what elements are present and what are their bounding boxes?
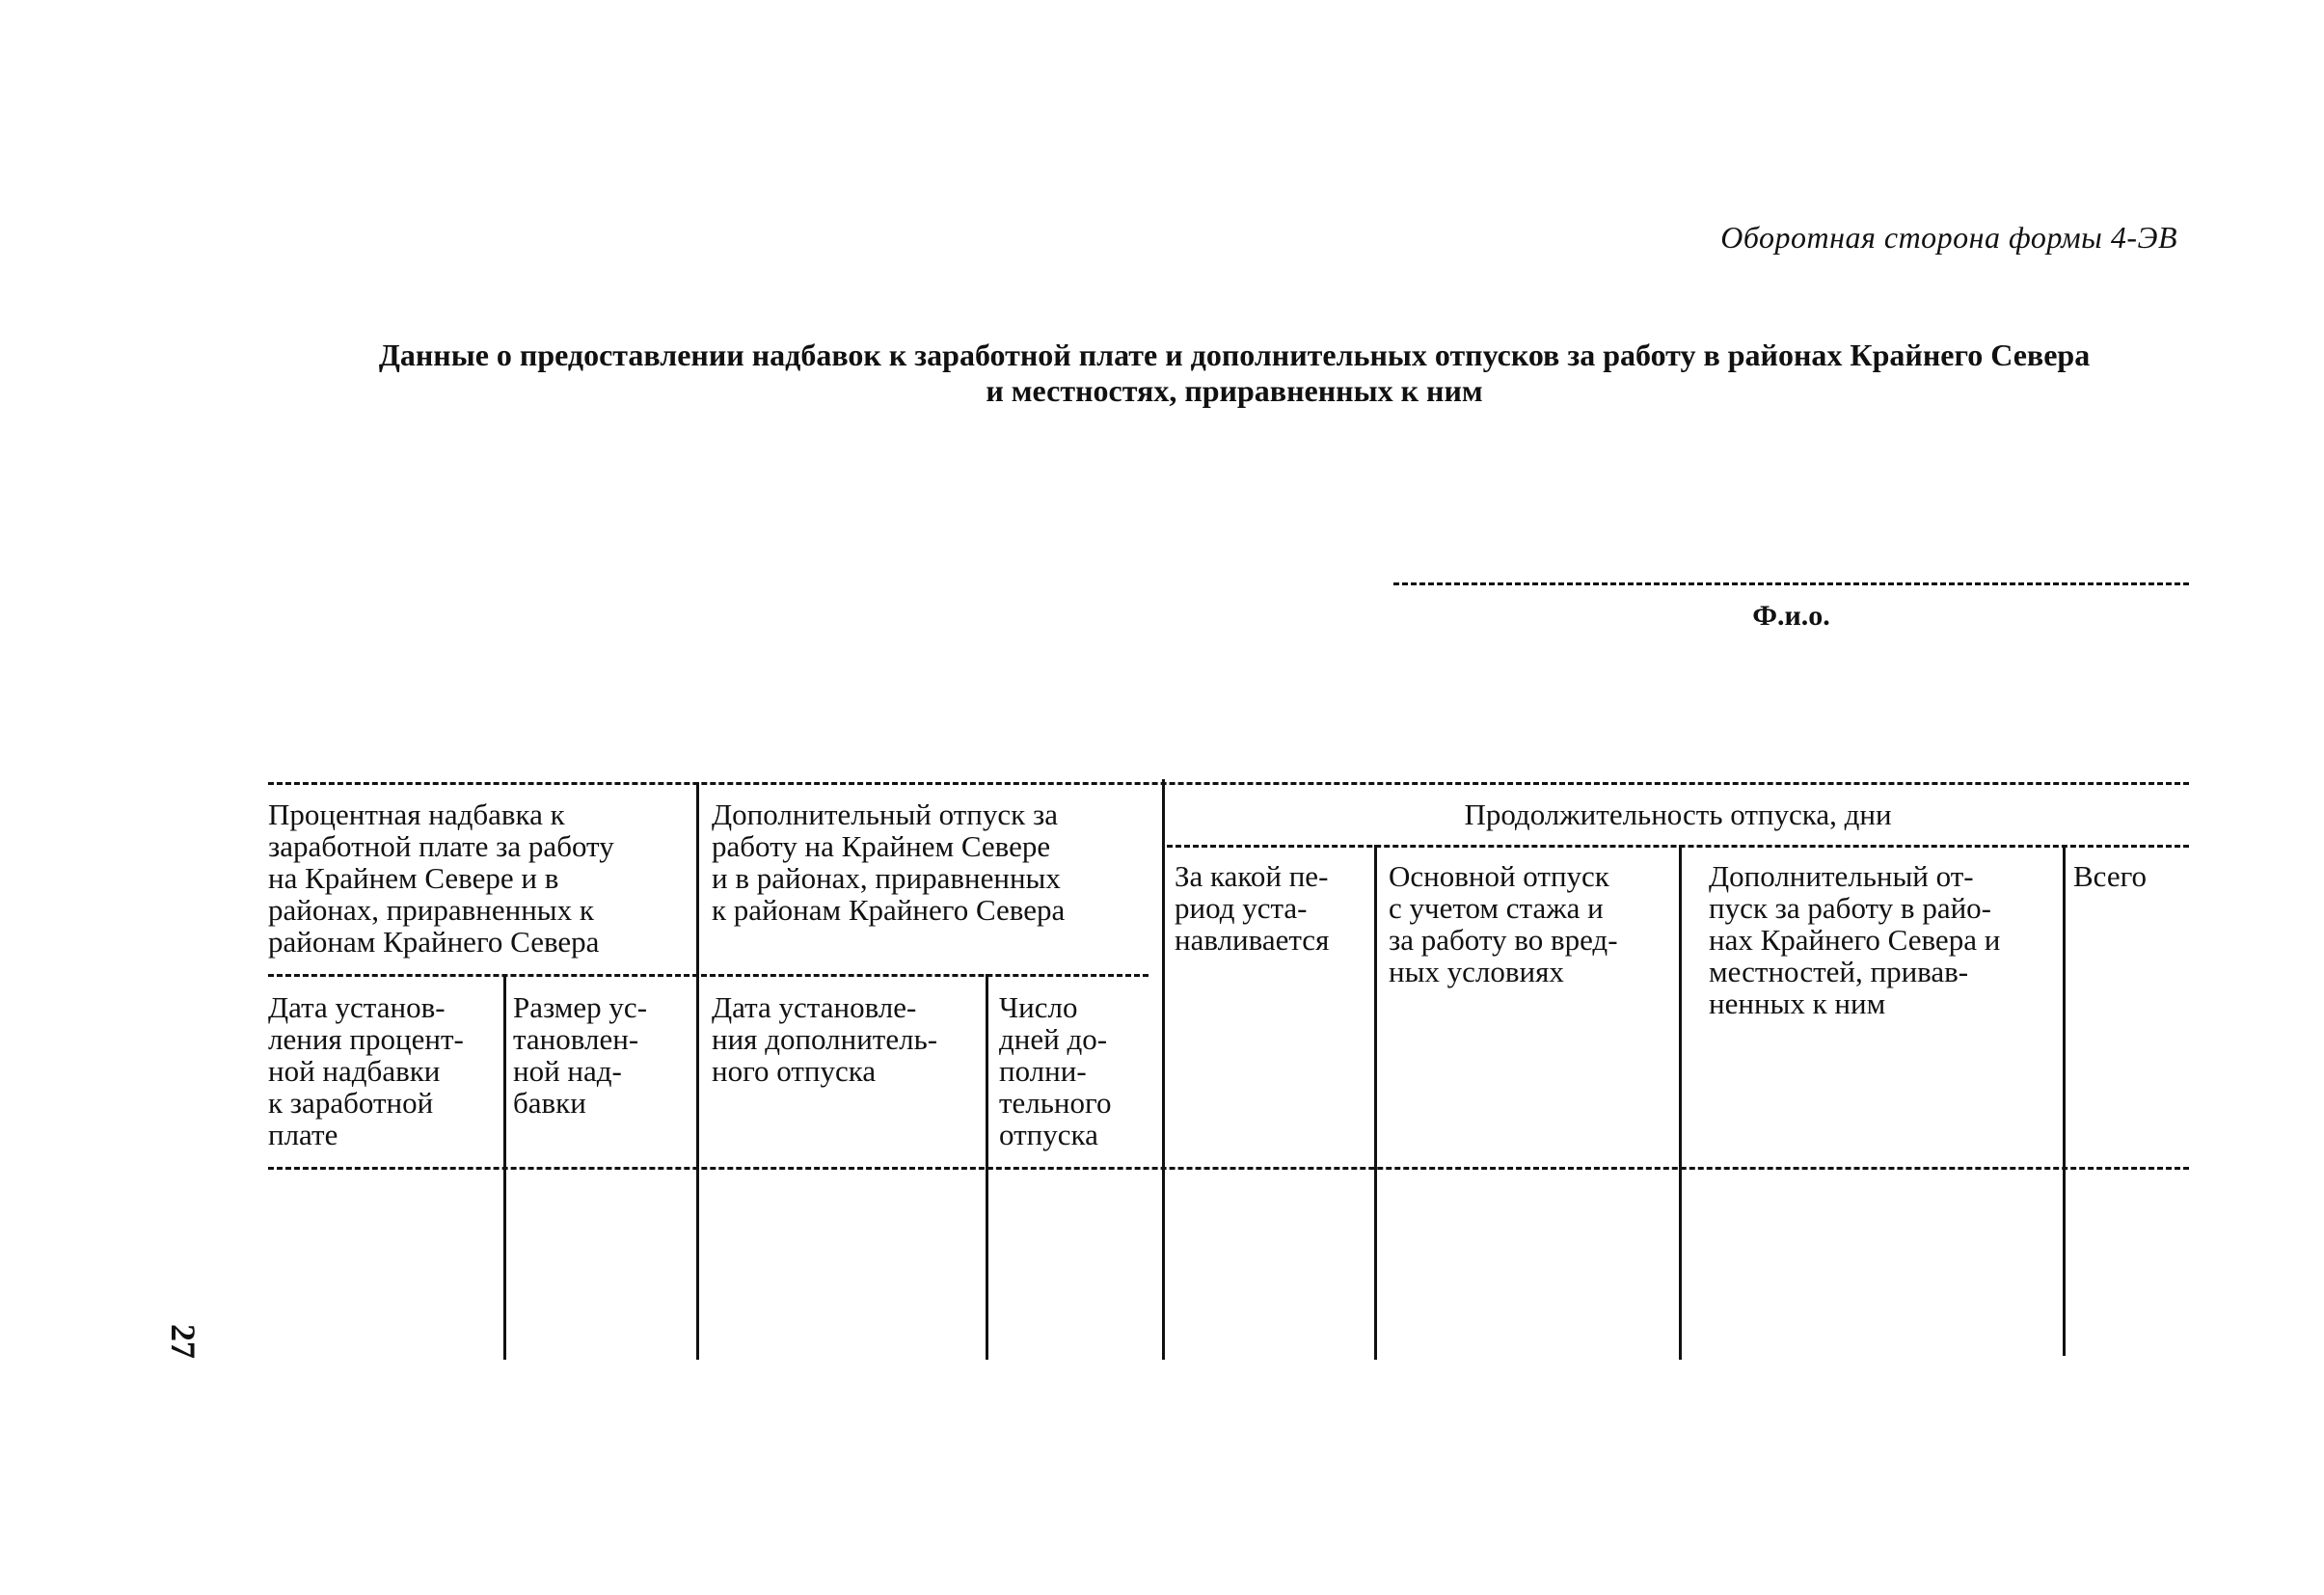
additional-leave-group-header: Дополнительный отпуск за работу на Крайнем Севере и в районах, приравненных к районам Крайнего Севера <box>712 798 1066 927</box>
fio-signature-line <box>1393 582 2189 585</box>
period-column-header: За какой пе- риод уста- навливается <box>1175 859 1330 957</box>
document-title-line-2: и местностях, приравненных к ним <box>986 373 1483 408</box>
leave-duration-group-header: Продолжительность отпуска, дни <box>1464 798 1892 831</box>
page-number: 27 <box>164 1324 203 1359</box>
percent-bonus-group-header: Процентная надбавка к заработной плате за работу на Крайнем Севере и в районах, приравненных к районам Крайнего Севера <box>268 798 614 959</box>
column-divider-1 <box>503 974 506 1360</box>
fio-caption: Ф.и.о. <box>1752 600 1830 632</box>
column-divider-7 <box>2063 845 2066 1356</box>
document-title <box>289 338 2179 409</box>
main-leave-column-header: Основной отпуск с учетом стажа и за работу во вред- ных условиях <box>1389 859 1618 988</box>
leave-days-column-header: Число дней до- полни- тельного отпуска <box>999 990 1112 1151</box>
column-divider-6 <box>1679 845 1682 1360</box>
subheader-rule <box>268 974 1148 977</box>
total-column-header: Всего <box>2073 859 2148 893</box>
header-bottom-rule <box>268 1167 2189 1170</box>
form-label: Оборотная сторона формы 4-ЭВ <box>1720 220 2177 255</box>
leave-date-column-header: Дата установле- ния дополнитель- ного отпуска <box>712 990 938 1088</box>
document-title-line-1: Данные о предоставлении надбавок к заработной плате и дополнительных отпусков за работу в районах Крайнего Севера <box>378 338 2091 372</box>
column-divider-2 <box>696 782 699 1360</box>
duration-group-rule <box>1167 845 2189 848</box>
table-top-rule <box>268 782 2189 785</box>
column-divider-5 <box>1374 845 1377 1360</box>
bonus-date-column-header: Дата установ- ления процент- ной надбавки к заработной плате <box>268 990 464 1151</box>
column-divider-3 <box>986 974 988 1360</box>
column-divider-4 <box>1162 779 1165 1360</box>
extra-leave-column-header: Дополнительный от- пуск за работу в райо- нах Крайнего Севера и местностей, привав- ненных к ним <box>1709 859 2001 1020</box>
bonus-size-column-header: Размер ус- тановлен- ной над- бавки <box>513 990 648 1120</box>
